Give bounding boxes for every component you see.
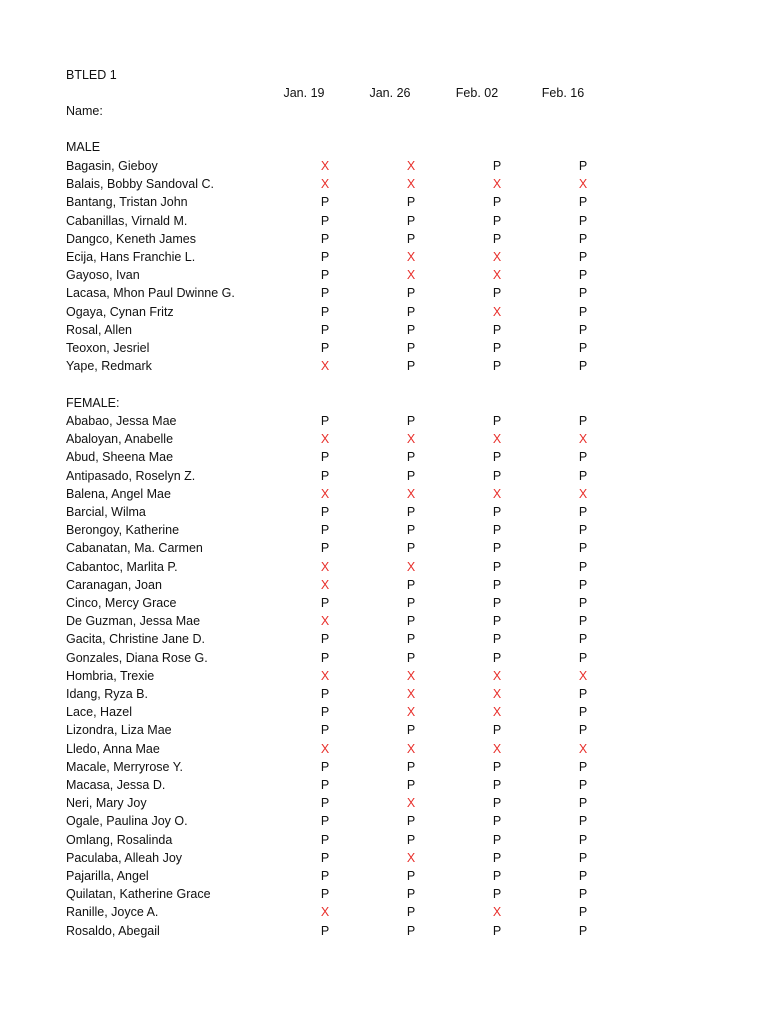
student-name: Lacasa, Mhon Paul Dwinne G. [66,286,235,301]
present-mark: P [320,268,330,283]
present-mark: P [406,450,416,465]
present-mark: P [492,577,502,592]
present-mark: P [320,505,330,519]
student-name: Paculaba, Alleah Joy [66,850,183,865]
present-mark: P [578,887,588,902]
present-mark: P [406,869,416,883]
present-mark: P [492,195,502,210]
student-row [0,612,768,630]
student-name: Gonzales, Diana Rose G. [66,650,208,665]
present-mark: P [406,322,416,337]
student-name: Bantang, Tristan John [66,195,188,210]
present-mark: P [492,450,502,465]
present-mark: P [406,887,416,902]
present-mark: P [492,887,502,902]
student-row [0,903,768,921]
student-name: Lledo, Anna Mae [66,741,160,756]
present-mark: P [406,414,416,428]
present-mark: P [492,650,502,665]
student-row [0,812,768,830]
absent-mark: X [406,486,416,501]
present-mark: P [320,814,330,829]
present-mark: P [578,814,588,829]
present-mark: P [578,213,588,228]
present-mark: P [578,341,588,355]
absent-mark: X [492,486,502,501]
student-name: Gayoso, Ivan [66,268,140,283]
student-name: Omlang, Rosalinda [66,832,173,847]
present-mark: P [578,796,588,811]
student-row [0,157,768,175]
student-name: Gacita, Christine Jane D. [66,632,205,647]
present-mark: P [492,414,502,428]
present-mark: P [320,759,330,774]
student-row [0,885,768,903]
student-row [0,721,768,739]
absent-mark: X [406,796,416,811]
student-row [0,703,768,721]
present-mark: P [320,231,330,246]
present-mark: P [578,523,588,538]
student-name: Quilatan, Katherine Grace [66,887,211,902]
present-mark: P [492,796,502,811]
present-mark: P [406,905,416,920]
student-name: Abud, Sheena Mae [66,450,174,465]
absent-mark: X [406,159,416,173]
present-mark: P [406,778,416,792]
student-row [0,521,768,539]
student-row [0,284,768,302]
date-header: Feb. 02 [455,86,499,100]
student-row [0,558,768,576]
present-mark: P [578,650,588,665]
present-mark: P [492,541,502,556]
student-name: Antipasado, Roselyn Z. [66,468,196,483]
present-mark: P [578,923,588,938]
student-row [0,630,768,648]
absent-mark: X [406,741,416,756]
student-row [0,248,768,266]
present-mark: P [492,614,502,629]
present-mark: P [492,505,502,519]
present-mark: P [320,869,330,883]
present-mark: P [492,523,502,538]
absent-mark: X [578,668,588,683]
present-mark: P [406,814,416,829]
student-name: Cabantoc, Marlita P. [66,559,178,574]
present-mark: P [578,541,588,556]
present-mark: P [578,231,588,246]
student-row [0,867,768,885]
present-mark: P [578,723,588,738]
present-mark: P [320,632,330,647]
student-name: Lizondra, Liza Mae [66,723,172,738]
present-mark: P [578,850,588,865]
student-name: Caranagan, Joan [66,577,162,592]
student-name: Hombria, Trexie [66,668,155,683]
present-mark: P [320,341,330,355]
present-mark: P [492,322,502,337]
absent-mark: X [406,432,416,447]
present-mark: P [578,705,588,720]
student-row [0,357,768,375]
present-mark: P [406,923,416,938]
date-header: Jan. 19 [283,86,325,100]
student-name: Rosaldo, Abegail [66,923,160,938]
absent-mark: X [320,559,330,574]
student-name: Cabanillas, Virnald M. [66,213,188,228]
student-name: Ogaya, Cynan Fritz [66,304,174,319]
present-mark: P [320,705,330,720]
present-mark: P [320,923,330,938]
present-mark: P [492,341,502,355]
present-mark: P [578,468,588,483]
present-mark: P [320,541,330,556]
absent-mark: X [320,614,330,629]
student-row [0,339,768,357]
absent-mark: X [492,905,502,920]
present-mark: P [578,159,588,173]
student-name: Ogale, Paulina Joy O. [66,814,188,829]
present-mark: P [320,195,330,210]
present-mark: P [492,468,502,483]
student-name: Rosal, Allen [66,322,133,337]
student-row [0,758,768,776]
student-name: Ranille, Joyce A. [66,905,159,920]
present-mark: P [492,213,502,228]
present-mark: P [578,450,588,465]
present-mark: P [492,632,502,647]
present-mark: P [320,523,330,538]
absent-mark: X [578,177,588,192]
present-mark: P [320,250,330,264]
present-mark: P [406,286,416,301]
student-name: Berongoy, Katherine [66,523,180,538]
present-mark: P [406,505,416,519]
student-name: Ababao, Jessa Mae [66,414,177,428]
student-name: Lace, Hazel [66,705,133,720]
absent-mark: X [406,559,416,574]
present-mark: P [406,723,416,738]
absent-mark: X [320,486,330,501]
student-row [0,448,768,466]
present-mark: P [578,250,588,264]
absent-mark: X [406,268,416,283]
present-mark: P [578,359,588,374]
absent-mark: X [320,359,330,374]
present-mark: P [578,905,588,920]
student-row [0,594,768,612]
present-mark: P [578,596,588,610]
present-mark: P [492,850,502,865]
student-name: Balena, Angel Mae [66,486,171,501]
date-header: Feb. 16 [541,86,585,100]
present-mark: P [578,505,588,519]
student-row [0,740,768,758]
student-name: Dangco, Keneth James [66,231,196,246]
absent-mark: X [320,668,330,683]
present-mark: P [406,213,416,228]
present-mark: P [320,322,330,337]
absent-mark: X [320,177,330,192]
section-heading-male: MALE [66,140,101,154]
present-mark: P [406,650,416,665]
date-header: Jan. 26 [369,86,411,100]
present-mark: P [578,577,588,592]
absent-mark: X [320,159,330,173]
student-row [0,503,768,521]
absent-mark: X [320,432,330,447]
absent-mark: X [492,668,502,683]
present-mark: P [492,286,502,301]
present-mark: P [320,596,330,610]
student-row [0,321,768,339]
absent-mark: X [492,250,502,264]
present-mark: P [578,304,588,319]
present-mark: P [406,577,416,592]
student-row [0,776,768,794]
present-mark: P [492,923,502,938]
present-mark: P [578,778,588,792]
absent-mark: X [406,705,416,720]
present-mark: P [578,195,588,210]
student-name: Macasa, Jessa D. [66,778,166,792]
student-row [0,539,768,557]
student-name: Teoxon, Jesriel [66,341,150,355]
student-row [0,831,768,849]
absent-mark: X [492,304,502,319]
present-mark: P [320,832,330,847]
student-row [0,576,768,594]
present-mark: P [492,596,502,610]
absent-mark: X [492,432,502,447]
absent-mark: X [492,177,502,192]
present-mark: P [492,832,502,847]
absent-mark: X [406,250,416,264]
present-mark: P [320,650,330,665]
student-row [0,849,768,867]
present-mark: P [406,468,416,483]
present-mark: P [492,359,502,374]
present-mark: P [406,231,416,246]
present-mark: P [406,304,416,319]
present-mark: P [578,414,588,428]
student-row [0,485,768,503]
student-row [0,230,768,248]
absent-mark: X [406,850,416,865]
student-name: De Guzman, Jessa Mae [66,614,201,629]
present-mark: P [492,778,502,792]
present-mark: P [320,887,330,902]
absent-mark: X [578,432,588,447]
student-row [0,303,768,321]
present-mark: P [578,759,588,774]
student-name: Barcial, Wilma [66,505,146,519]
absent-mark: X [320,741,330,756]
student-name: Idang, Ryza B. [66,687,148,701]
student-name: Neri, Mary Joy [66,796,147,811]
present-mark: P [320,468,330,483]
present-mark: P [406,759,416,774]
absent-mark: X [406,177,416,192]
student-name: Abaloyan, Anabelle [66,432,174,447]
present-mark: P [320,778,330,792]
present-mark: P [578,286,588,301]
present-mark: P [320,723,330,738]
present-mark: P [578,832,588,847]
absent-mark: X [320,905,330,920]
absent-mark: X [406,687,416,701]
absent-mark: X [578,486,588,501]
present-mark: P [492,814,502,829]
student-row [0,467,768,485]
student-name: Pajarilla, Angel [66,869,149,883]
student-name: Ecija, Hans Franchie L. [66,250,196,264]
present-mark: P [492,231,502,246]
student-name: Balais, Bobby Sandoval C. [66,177,215,192]
present-mark: P [578,632,588,647]
student-name: Yape, Redmark [66,359,152,374]
present-mark: P [578,869,588,883]
present-mark: P [492,869,502,883]
sheet-title: BTLED 1 [66,68,117,82]
student-row [0,212,768,230]
absent-mark: X [406,668,416,683]
student-row [0,667,768,685]
present-mark: P [320,450,330,465]
absent-mark: X [492,741,502,756]
student-row [0,649,768,667]
present-mark: P [406,359,416,374]
present-mark: P [320,414,330,428]
student-row [0,266,768,284]
present-mark: P [406,523,416,538]
student-name: Cinco, Mercy Grace [66,596,177,610]
student-row [0,430,768,448]
student-name: Bagasin, Gieboy [66,159,158,173]
student-row [0,193,768,211]
present-mark: P [320,850,330,865]
student-row [0,685,768,703]
absent-mark: X [320,577,330,592]
present-mark: P [320,286,330,301]
present-mark: P [578,268,588,283]
present-mark: P [492,559,502,574]
present-mark: P [406,596,416,610]
student-row [0,922,768,940]
student-name: Cabanatan, Ma. Carmen [66,541,203,556]
name-label: Name: [66,104,103,118]
present-mark: P [406,341,416,355]
student-row [0,175,768,193]
student-row [0,794,768,812]
student-name: Macale, Merryrose Y. [66,759,183,774]
present-mark: P [406,632,416,647]
present-mark: P [492,759,502,774]
present-mark: P [406,541,416,556]
present-mark: P [320,796,330,811]
section-heading-female: FEMALE: [66,396,120,410]
present-mark: P [578,322,588,337]
present-mark: P [578,687,588,701]
present-mark: P [320,687,330,701]
present-mark: P [492,159,502,173]
absent-mark: X [492,687,502,701]
present-mark: P [578,559,588,574]
present-mark: P [406,832,416,847]
present-mark: P [320,213,330,228]
present-mark: P [320,304,330,319]
absent-mark: X [492,268,502,283]
present-mark: P [492,723,502,738]
absent-mark: X [492,705,502,720]
present-mark: P [578,614,588,629]
absent-mark: X [578,741,588,756]
present-mark: P [406,195,416,210]
present-mark: P [406,614,416,629]
student-row [0,412,768,430]
